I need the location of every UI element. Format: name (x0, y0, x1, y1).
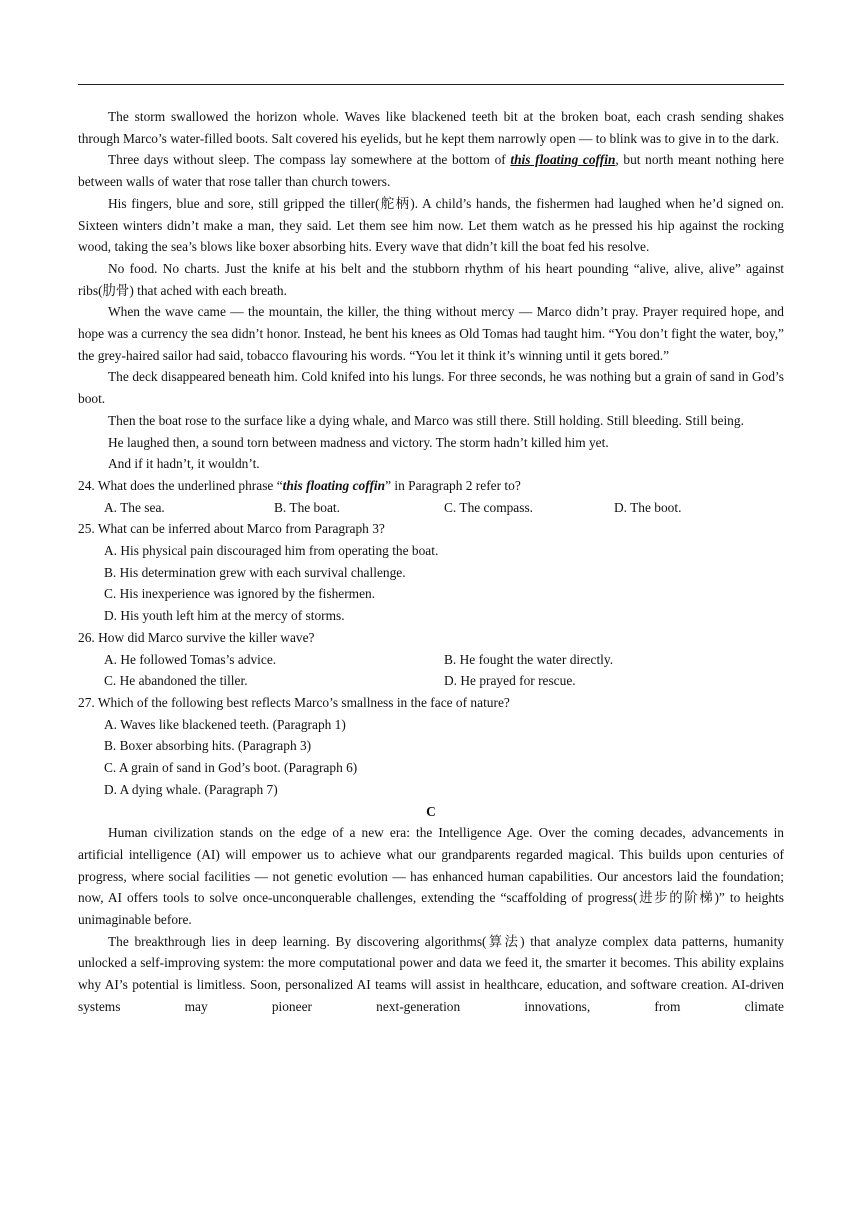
option-c[interactable]: C. The compass. (444, 499, 534, 515)
passage-b-paragraph-6: The deck disappeared beneath him. Cold knifed into his lungs. For three seconds, he was nothing but a grain of sand in God’s boot. (78, 369, 784, 407)
passage-b-paragraph-8: He laughed then, a sound torn between madness and victory. The storm hadn’t killed him yet. (108, 434, 609, 450)
option-c[interactable]: C. A grain of sand in God’s boot. (Paragraph 6) (104, 760, 358, 776)
header-rule (78, 84, 784, 85)
question-25: 25. What can be inferred about Marco from Paragraph 3? (78, 521, 385, 537)
paragraph-2-text-after: , but north meant nothing here between walls of water that rose taller than church towers. (78, 152, 784, 190)
question-24-options (78, 497, 784, 519)
option-a[interactable]: A. His physical pain discouraged him from operating the boat. (104, 543, 439, 559)
passage-b-paragraph-2 (78, 149, 784, 192)
question-27: 27. Which of the following best reflects Marco’s smallness in the face of nature? (78, 694, 510, 710)
question-24 (78, 475, 784, 497)
option-a[interactable]: A. Waves like blackened teeth. (Paragraph 1) (104, 716, 346, 732)
option-b[interactable]: B. His determination grew with each survival challenge. (104, 564, 406, 580)
passage-c-paragraph-2: The breakthrough lies in deep learning. By discovering algorithms(算法) that analyze complex data patterns, humanity unlocked a self-improving system: the more computational power and data we feed it, the smarter it becomes. This ability explains why AI’s potential is limitless. Soon, personalized AI teams will assist in healthcare, education, and software creation. AI-driven systems may pioneer next-generation innovations, from climate (78, 933, 784, 1014)
option-b[interactable]: B. Boxer absorbing hits. (Paragraph 3) (104, 738, 312, 754)
passage-b-paragraph-5: When the wave came — the mountain, the killer, the thing without mercy — Marco didn’t pray. Prayer required hope, and hope was a currency the sea didn’t honor. Instead, he bent his knees as Old Tomas had taught him. “You don’t fight the water, boy,” the grey-haired sailor had said, tobacco flavouring his words. “You let it think it’s winning until it gets bored.” (78, 304, 784, 363)
passage-c-paragraph-1: Human civilization stands on the edge of a new era: the Intelligence Age. Over the coming decades, advancements in artificial intelligence (AI) will empower us to achieve what our grandparents regarded magical. This builds upon centuries of progress, where social facilities — not genetic evolution — has enhanced human capabilities. Our ancestors laid the foundation; now, AI offers tools to solve once-unconquerable challenges, extending the “scaffolding of progress(进步的阶梯)” to heights unimaginable before. (78, 825, 784, 928)
passage-b-paragraph-9: And if it hadn’t, it wouldn’t. (108, 456, 260, 472)
option-d[interactable]: D. A dying whale. (Paragraph 7) (104, 781, 278, 797)
question-26-options-row-2 (78, 670, 784, 692)
passage-b-paragraph-7: Then the boat rose to the surface like a dying whale, and Marco was still there. Still holding. Still bleeding. Still being. (108, 412, 744, 428)
option-d[interactable]: D. He prayed for rescue. (444, 673, 576, 689)
option-d[interactable]: D. His youth left him at the mercy of storms. (104, 608, 345, 624)
option-a[interactable]: A. The sea. (104, 499, 165, 515)
question-26: 26. How did Marco survive the killer wave? (78, 629, 315, 645)
paragraph-2-text-before: Three days without sleep. The compass lay somewhere at the bottom of (108, 152, 511, 168)
passage-b-paragraph-1: The storm swallowed the horizon whole. Waves like blackened teeth bit at the broken boat, each crash sending shakes through Marco’s water-filled boots. Salt covered his eyelids, but he kept them narrowly open — to blink was to give in to the dark. (78, 109, 784, 146)
option-c[interactable]: C. He abandoned the tiller. (104, 673, 248, 689)
exam-page (78, 106, 784, 1018)
option-b[interactable]: B. He fought the water directly. (444, 651, 614, 667)
option-b[interactable]: B. The boat. (274, 499, 340, 515)
underlined-phrase: this floating coffin (510, 152, 616, 168)
option-c[interactable]: C. His inexperience was ignored by the fishermen. (104, 586, 376, 602)
question-26-options-row-1 (78, 649, 784, 671)
section-heading: C (426, 803, 436, 819)
passage-b-paragraph-4: No food. No charts. Just the knife at his belt and the stubborn rhythm of his heart pounding “alive, alive, alive” against ribs(肋骨) that ached with each breath. (78, 260, 784, 298)
question-24-text-after: ” in Paragraph 2 refer to? (385, 477, 521, 493)
passage-b-paragraph-3: His fingers, blue and sore, still gripped the tiller(舵柄). A child’s hands, the fishermen had laughed when he’d signed on. Sixteen winters didn’t make a man, they said. Let them see him now. Let them watch as he pressed his hip against the rocking wood, taking the sea’s blows like boxer absorbing hits. Every wave that didn’t kill the boat fed his resolve. (78, 195, 784, 255)
option-d[interactable]: D. The boot. (614, 499, 682, 515)
question-24-text-before: 24. What does the underlined phrase “ (78, 477, 283, 493)
question-24-phrase: this floating coffin (282, 477, 386, 493)
option-a[interactable]: A. He followed Tomas’s advice. (104, 651, 277, 667)
